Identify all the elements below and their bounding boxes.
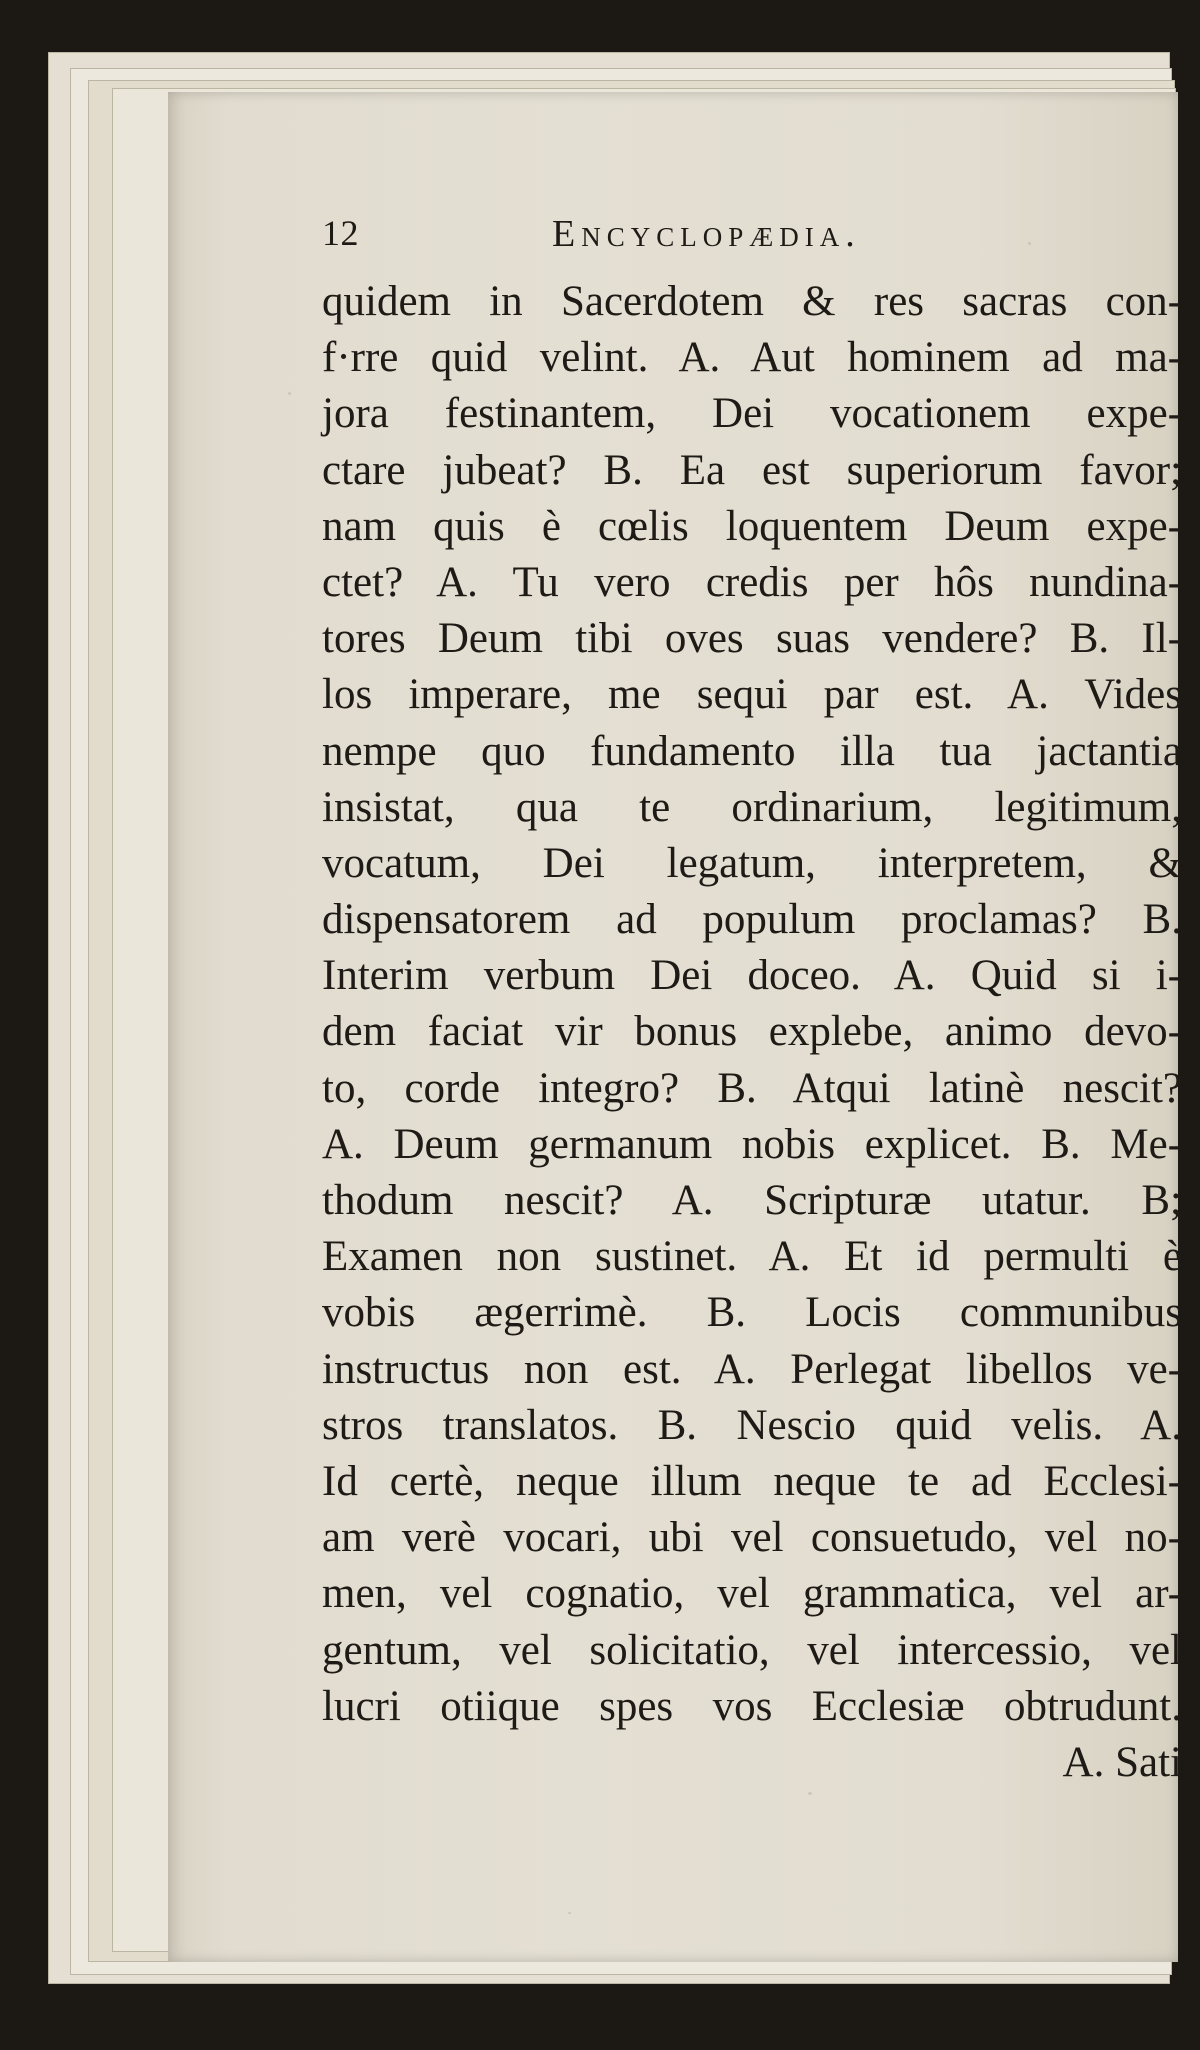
page-text: [322, 212, 1182, 1791]
text-line: tores Deum tibi oves suas vendere? B. Il-: [322, 615, 1182, 663]
text-line: am verè vocari, ubi vel consuetudo, vel no-: [322, 1514, 1182, 1562]
text-line: insistat, qua te ordinarium, legitimum,: [322, 783, 1182, 831]
text-line: instructus non est. A. Perlegat libellos ve-: [322, 1345, 1182, 1393]
text-line: f·rre quid velint. A. Aut hominem ad ma-: [322, 334, 1182, 382]
text-line: ctet? A. Tu vero credis per hôs nundina-: [322, 558, 1182, 606]
text-line: jora festinantem, Dei vocationem expe-: [322, 390, 1182, 438]
paper-speck: [808, 1792, 812, 1795]
text-line: ctare jubeat? B. Ea est superiorum favor;: [322, 446, 1182, 494]
text-line: dem faciat vir bonus explebe, animo devo-: [322, 1008, 1182, 1056]
text-line: vobis ægerrimè. B. Locis communibus: [322, 1289, 1182, 1337]
running-head: [322, 212, 1182, 274]
text-line: Examen non sustinet. A. Et id permulti è: [322, 1233, 1182, 1281]
paper-speck: [288, 392, 291, 395]
text-line: men, vel cognatio, vel grammatica, vel ar-: [322, 1570, 1182, 1618]
text-line: A. Deum germanum nobis explicet. B. Me-: [322, 1120, 1182, 1168]
body-text: [322, 274, 1182, 1735]
text-line: quidem in Sacerdotem & res sacras con-: [322, 278, 1182, 325]
text-line: los imperare, me sequi par est. A. Vides: [322, 671, 1182, 719]
text-line: thodum nescit? A. Scripturæ utatur. B;: [322, 1177, 1182, 1224]
text-line: to, corde integro? B. Atqui latinè nescit?: [322, 1064, 1182, 1112]
text-line: dispensatorem ad populum proclamas? B.: [322, 896, 1182, 944]
paper-speck: [568, 1912, 571, 1914]
text-line: vocatum, Dei legatum, interpretem, &: [322, 839, 1182, 887]
text-line: nempe quo fundamento illa tua jactantia: [322, 727, 1182, 775]
text-line: Interim verbum Dei doceo. A. Quid si i-: [322, 952, 1182, 1000]
running-title: Encyclopædia.: [552, 213, 861, 255]
catchword: A. Sati: [1062, 1738, 1182, 1786]
text-line: Id certè, neque illum neque te ad Ecclesi-: [322, 1457, 1182, 1505]
page-number: 12: [322, 213, 359, 253]
text-line: lucri otiique spes vos Ecclesiæ obtrudunt.: [322, 1682, 1182, 1730]
text-line: gentum, vel solicitatio, vel intercessio, vel: [322, 1626, 1182, 1674]
text-line: stros translatos. B. Nescio quid velis. A.: [322, 1401, 1182, 1449]
text-line: nam quis è cœlis loquentem Deum expe-: [322, 502, 1182, 550]
